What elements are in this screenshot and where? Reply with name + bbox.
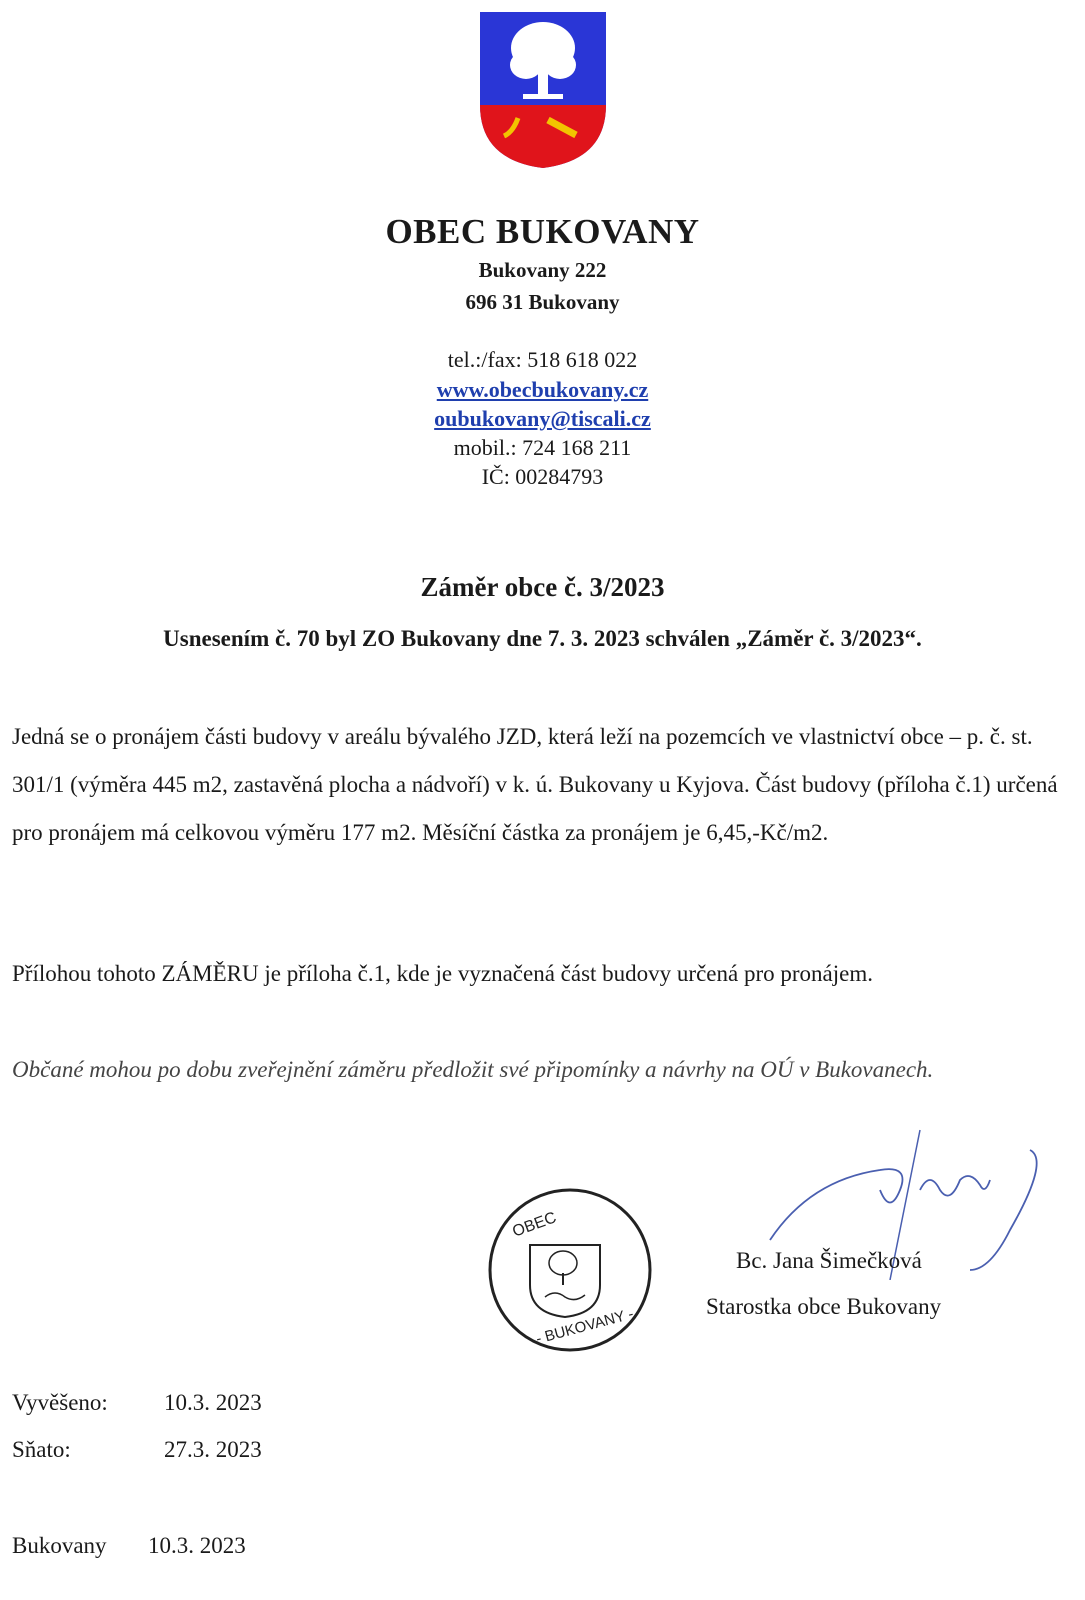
signer-name: Bc. Jana Šimečková (736, 1248, 922, 1273)
svg-text:- BUKOVANY -: - BUKOVANY - (534, 1305, 636, 1348)
email-link[interactable]: oubukovany@tiscali.cz (434, 406, 651, 431)
resolution-statement: Usnesením č. 70 byl ZO Bukovany dne 7. 3. 2023 schválen „Záměr č. 3/2023“. (163, 626, 922, 651)
phone-fax: tel.:/fax: 518 618 022 (447, 347, 638, 372)
organization-name: OBEC BUKOVANY (385, 212, 700, 251)
signer-role: Starostka obce Bukovany (706, 1294, 942, 1319)
address-line-2: 696 31 Bukovany (465, 290, 620, 314)
intent-description: Jedná se o pronájem části budovy v areálu bývalého JZD, která leží na pozemcích ve vlastnictví obce – p. č. st. 301/1 (výměra 445 m2, zastavěná plocha a nádvoří) v k. ú. Bukovany u Kyjova. Část budovy (příloha č.1) určená pro pronájem má celkovou výměru 177 m2. Měsíční částka za pronájem je 6,45,-Kč/m2. (12, 724, 1058, 845)
footer-date: 10.3. 2023 (148, 1533, 246, 1558)
official-stamp (485, 1185, 655, 1355)
coat-of-arms (478, 10, 608, 170)
removed-date: 27.3. 2023 (164, 1437, 262, 1462)
posted-label: Vyvěšeno: (12, 1390, 108, 1415)
svg-text:OBEC: OBEC (510, 1209, 559, 1241)
attachment-note: Přílohou tohoto ZÁMĚRU je příloha č.1, kde je vyznačená část budovy určená pro pronájem. (12, 961, 873, 986)
company-id: IČ: 00284793 (481, 464, 604, 489)
mobile-number: mobil.: 724 168 211 (453, 435, 632, 460)
website-link[interactable]: www.obecbukovany.cz (436, 377, 649, 402)
document-title: Záměr obce č. 3/2023 (420, 572, 665, 602)
public-comment-note: Občané mohou po dobu zveřejnění záměru předložit své připomínky a návrhy na OÚ v Bukovanech. (12, 1057, 934, 1082)
removed-label: Sňato: (12, 1437, 71, 1462)
address-line-1: Bukovany 222 (478, 258, 607, 282)
footer-place: Bukovany (12, 1533, 107, 1558)
posted-date: 10.3. 2023 (164, 1390, 262, 1415)
